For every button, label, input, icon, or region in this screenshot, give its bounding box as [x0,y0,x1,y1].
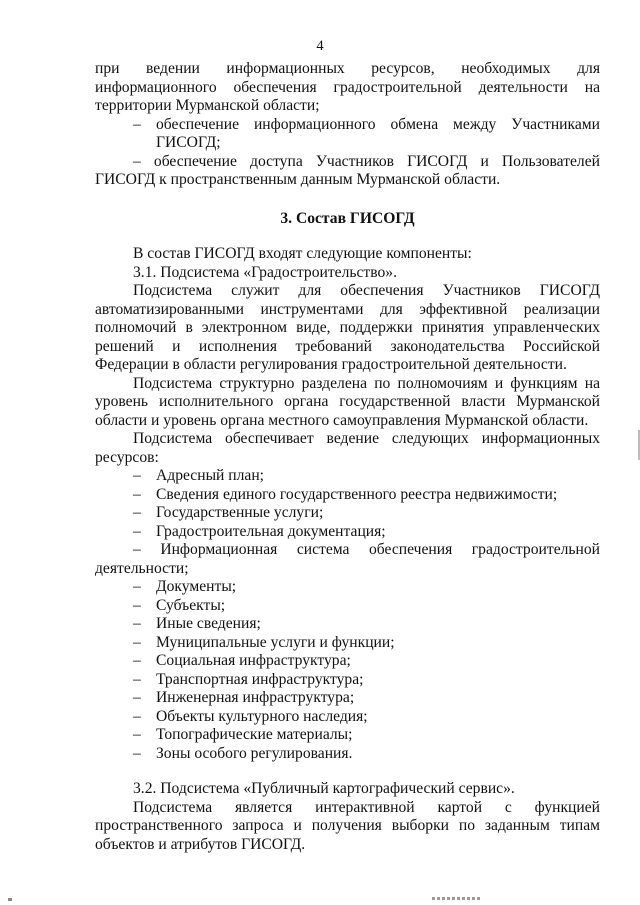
dash-marker: – [133,504,141,521]
spacer [95,763,600,780]
list-item [95,523,600,542]
intro-paragraph: В состав ГИСОГД входят следующие компоненты: [133,245,472,262]
dash-marker: – [133,744,141,762]
list-item-text: Документы; [156,578,237,595]
subsection-2-title: 3.2. Подсистема «Публичный картографический сервис». [133,780,515,797]
list-item-text: Транспортная инфраструктура; [156,670,364,688]
list-item-text: Муниципальные услуги и функции; [156,633,395,651]
list-item [95,486,600,505]
list-item-text: обеспечение информационного обмена между Участниками ГИСОГД; [156,115,600,151]
subsection-1-para-3: Подсистема обеспечивает ведение следующих информационных ресурсов: [95,430,600,466]
dash-marker: – [133,652,141,669]
list-item-text: Иные сведения; [156,615,261,632]
list-item-text: Объекты культурного наследия; [156,707,368,725]
document-body [95,60,600,854]
subsection-1-para-1: Подсистема служит для обеспечения Участников ГИСОГД автоматизированными инструментами для эффективной реализации полномочий в электронном виде, поддержки принятия управленческих решений и исполнения требований законодательства Российской Федерации в области регулирования градостроительной деятельности. [95,282,600,373]
dash-marker: – [133,726,141,743]
dash-marker: – [133,467,141,484]
list-item-text: Сведения единого государственного реестра недвижимости; [156,485,558,503]
resource-list-continued [95,578,600,763]
dash-marker: – [133,615,141,632]
dash-marker: – [133,115,141,133]
dash-marker: – [133,485,141,503]
subsection-1-para-2: Подсистема структурно разделена по полномочиям и функциям на уровень исполнительного органа государственной власти Мурманской области и уровень органа местного самоуправления Мурманской области. [95,374,600,429]
list-item-text: Топографические материалы; [156,726,353,743]
list-item-text: Государственные услуги; [156,504,324,521]
dash-marker: – [133,578,141,595]
list-item [95,708,600,727]
dash-marker: – [133,689,141,706]
section-heading: 3. Состав ГИСОГД [280,209,415,227]
list-item-text: Субъекты; [156,596,226,614]
list-item [95,671,600,690]
resource-list [95,467,600,541]
dash-marker: – [133,633,141,651]
scan-footer-smudge [432,897,480,900]
dash-marker: – [133,152,141,170]
list-item-text: Социальная инфраструктура; [156,652,351,669]
dash-marker: – [133,670,141,688]
top-bullet-list [95,116,600,153]
page-number: 4 [316,38,324,54]
list-item [95,689,600,708]
subsection-1-title: 3.1. Подсистема «Градостроительство». [133,263,397,281]
list-item [95,578,600,597]
dash-marker: – [133,541,141,558]
list-item-text: Информационная система обеспечения градостроительной деятельности; [95,541,600,577]
list-item-text: Адресный план; [156,467,265,484]
list-item-text: Градостроительная документация; [156,522,386,540]
list-item [95,745,600,764]
list-item [95,467,600,486]
continuation-paragraph: при ведении информационных ресурсов, необходимых для информационного обеспечения градостроительной деятельности на территории Мурманской области; [95,60,600,114]
list-item-wrapped [95,541,600,578]
list-item [95,634,600,653]
list-item-text: Зоны особого регулирования. [156,744,353,762]
top-bullet-2 [95,153,600,190]
list-item-text: обеспечение доступа Участников ГИСОГД и Пользователей ГИСОГД к пространственным данным Мурманской области. [95,152,600,188]
list-item [95,116,600,153]
list-item-text: Инженерная инфраструктура; [156,689,355,706]
dash-marker: – [133,707,141,725]
list-item [95,597,600,616]
subsection-2-para-1: Подсистема является интерактивной картой с функцией пространственного запроса и получения выборки по заданным типам объектов и атрибутов ГИСОГД. [95,798,600,853]
list-item [95,504,600,523]
list-item [95,615,600,634]
dash-marker: – [133,596,141,614]
scan-dot [8,898,12,901]
list-item [95,726,600,745]
dash-marker: – [133,522,141,540]
list-item [95,652,600,671]
